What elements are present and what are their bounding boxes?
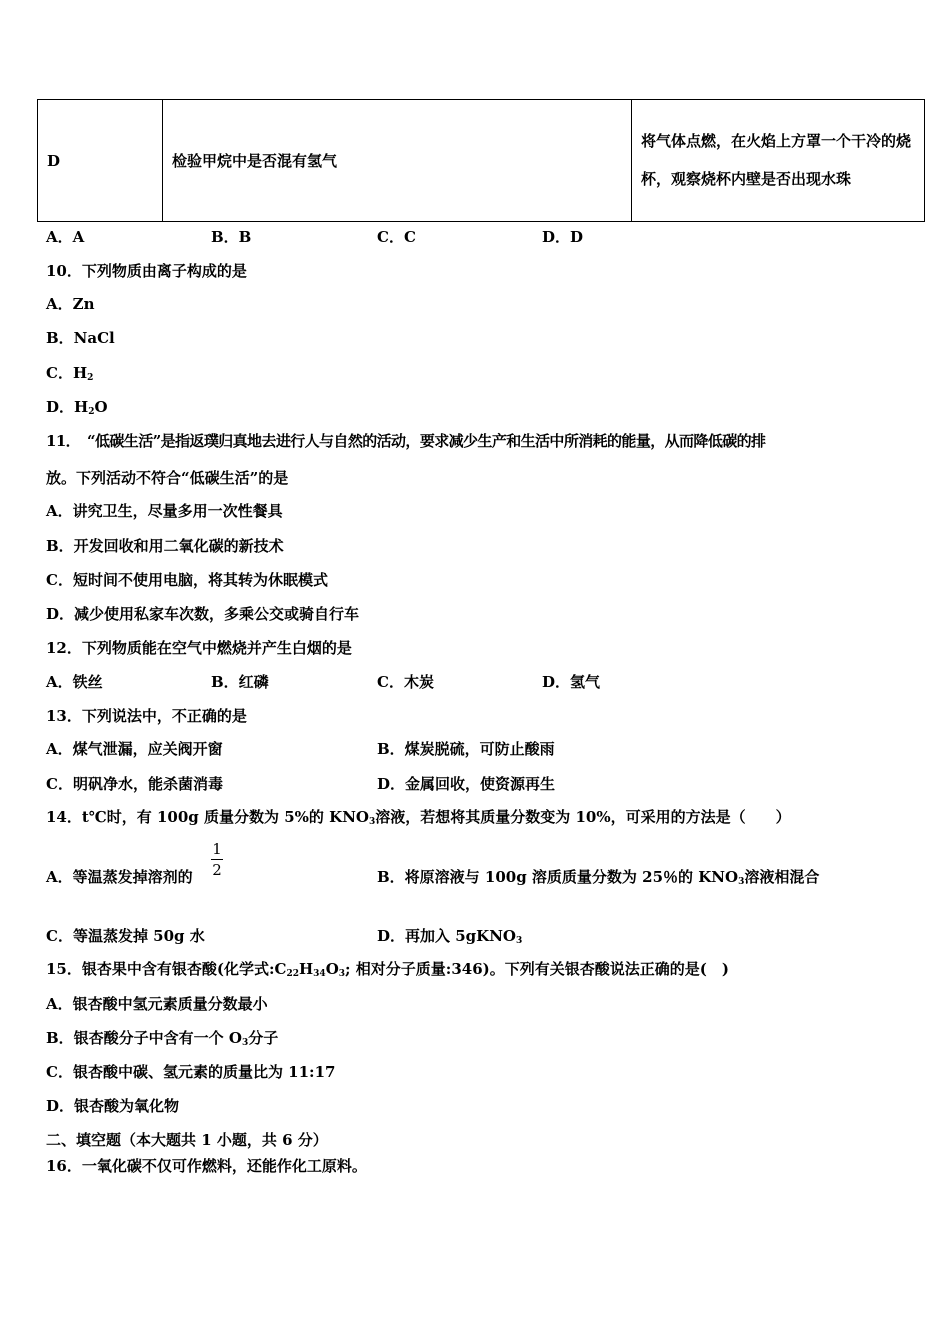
q15-stem-p2: H [298,960,314,978]
q11-choice-d: D．减少使用私家车次数，多乘公交或骑自行车 [46,605,360,623]
q14-fraction [211,840,223,879]
table-row [38,100,925,222]
q10-d-text: D．H [46,398,89,416]
q10-d-suffix: O [94,398,108,416]
q10-c-text: C．H [46,364,88,382]
q12-choice-d: D．氢气 [542,673,601,691]
q15-stem-p4: ; 相对分子质量:346)。下列有关银杏酸说法正确的是( ) [345,960,729,978]
q14-b-suffix: 溶液相混合 [744,868,820,886]
q15-choice-c: C．银杏酸中碳、氢元素的质量比为 11:17 [46,1063,336,1081]
q10-d-sub: 2 [88,407,95,417]
fraction-numerator: 1 [212,840,222,858]
q9-choice-a: A．A [46,228,85,246]
q10-stem: 10．下列物质由离子构成的是 [46,262,247,280]
q11-choice-c: C．短时间不使用电脑，将其转为休眠模式 [46,571,328,589]
q14-b-text: B．将原溶液与 100g 溶质质量分数为 25％的 KNO [377,868,739,886]
q15-choice-d: D．银杏酸为氧化物 [46,1097,180,1115]
q13-stem: 13．下列说法中，不正确的是 [46,707,247,725]
q14-d-text: D．再加入 5gKNO [377,927,516,945]
fraction-bar [211,859,223,860]
q11-choice-a: A．讲究卫生，尽量多用一次性餐具 [46,502,283,520]
q15-b-text: B．银杏酸分子中含有一个 O [46,1029,242,1047]
q14-choice-b [377,866,819,887]
q10-choice-c [46,362,93,383]
q14-choice-a: A．等温蒸发掉溶剂的 [46,868,193,886]
q14-stem-text: 14．t℃时，有 100g 质量分数为 5%的 KNO [46,808,369,826]
q15-stem-s3: 3 [338,969,346,979]
q15-stem-s2: 34 [313,969,326,979]
q13-choice-d: D．金属回收，使资源再生 [377,775,556,793]
q12-choice-b: B．红磷 [211,673,269,691]
q15-stem [46,958,729,979]
q11-stem-line1: 11． “低碳生活”是指返璞归真地去进行人与自然的活动，要求减少生产和生活中所消耗的能量，从而降低碳的排 [46,432,766,450]
q14-stem-sub: 3 [368,817,376,827]
q14-choice-c: C．等温蒸发掉 50g 水 [46,927,205,945]
q15-stem-p1: 15．银杏果中含有银杏酸(化学式:C [46,960,287,978]
q12-stem: 12．下列物质能在空气中燃烧并产生白烟的是 [46,639,352,657]
q14-b-sub: 3 [738,877,745,887]
section-heading: 二、填空题（本大题共 1 小题，共 6 分） [46,1131,328,1149]
options-table [37,99,925,222]
q13-choice-a: A．煤气泄漏，应关阀开窗 [46,740,223,758]
q13-choice-c: C．明矾净水，能杀菌消毒 [46,775,223,793]
q12-choice-a: A．铁丝 [46,673,103,691]
q10-choice-b: B．NaCl [46,329,115,347]
q9-choice-c: C．C [377,228,416,246]
q11-stem-line2: 放。下列活动不符合“低碳生活”的是 [46,469,289,487]
q15-b-sub: 3 [241,1038,249,1048]
q13-choice-b: B．煤炭脱硫，可防止酸雨 [377,740,555,758]
table-cell-option: D [38,100,163,222]
q14-d-sub: 3 [515,936,523,946]
q15-stem-s1: 22 [286,969,299,979]
q10-choice-d [46,396,108,417]
fraction-denominator: 2 [212,861,222,879]
q15-b-suffix: 分子 [248,1029,279,1047]
table-cell-method [632,100,925,222]
q9-choice-d: D．D [542,228,584,246]
table-cell-purpose: 检验甲烷中是否混有氢气 [163,100,632,222]
q14-stem [46,806,791,827]
q10-choice-a: A．Zn [46,295,95,313]
q12-choice-c: C．木炭 [377,673,434,691]
q11-choice-b: B．开发回收和用二氧化碳的新技术 [46,537,284,555]
q10-c-sub: 2 [87,373,94,383]
table-cell-method-text: 将气体点燃，在火焰上方罩一个干冷的烧杯，观察烧杯内壁是否出现水珠 [641,132,912,188]
q14-choice-d [377,925,522,946]
q16-stem: 16．一氧化碳不仅可作燃料，还能作化工原料。 [46,1157,367,1175]
q14-stem-suffix: 溶液，若想将其质量分数变为 10%，可采用的方法是（ ） [375,808,791,826]
q15-stem-p3: O [325,960,339,978]
q9-choice-b: B．B [211,228,252,246]
q15-choice-a: A．银杏酸中氢元素质量分数最小 [46,995,268,1013]
q15-choice-b [46,1027,278,1048]
